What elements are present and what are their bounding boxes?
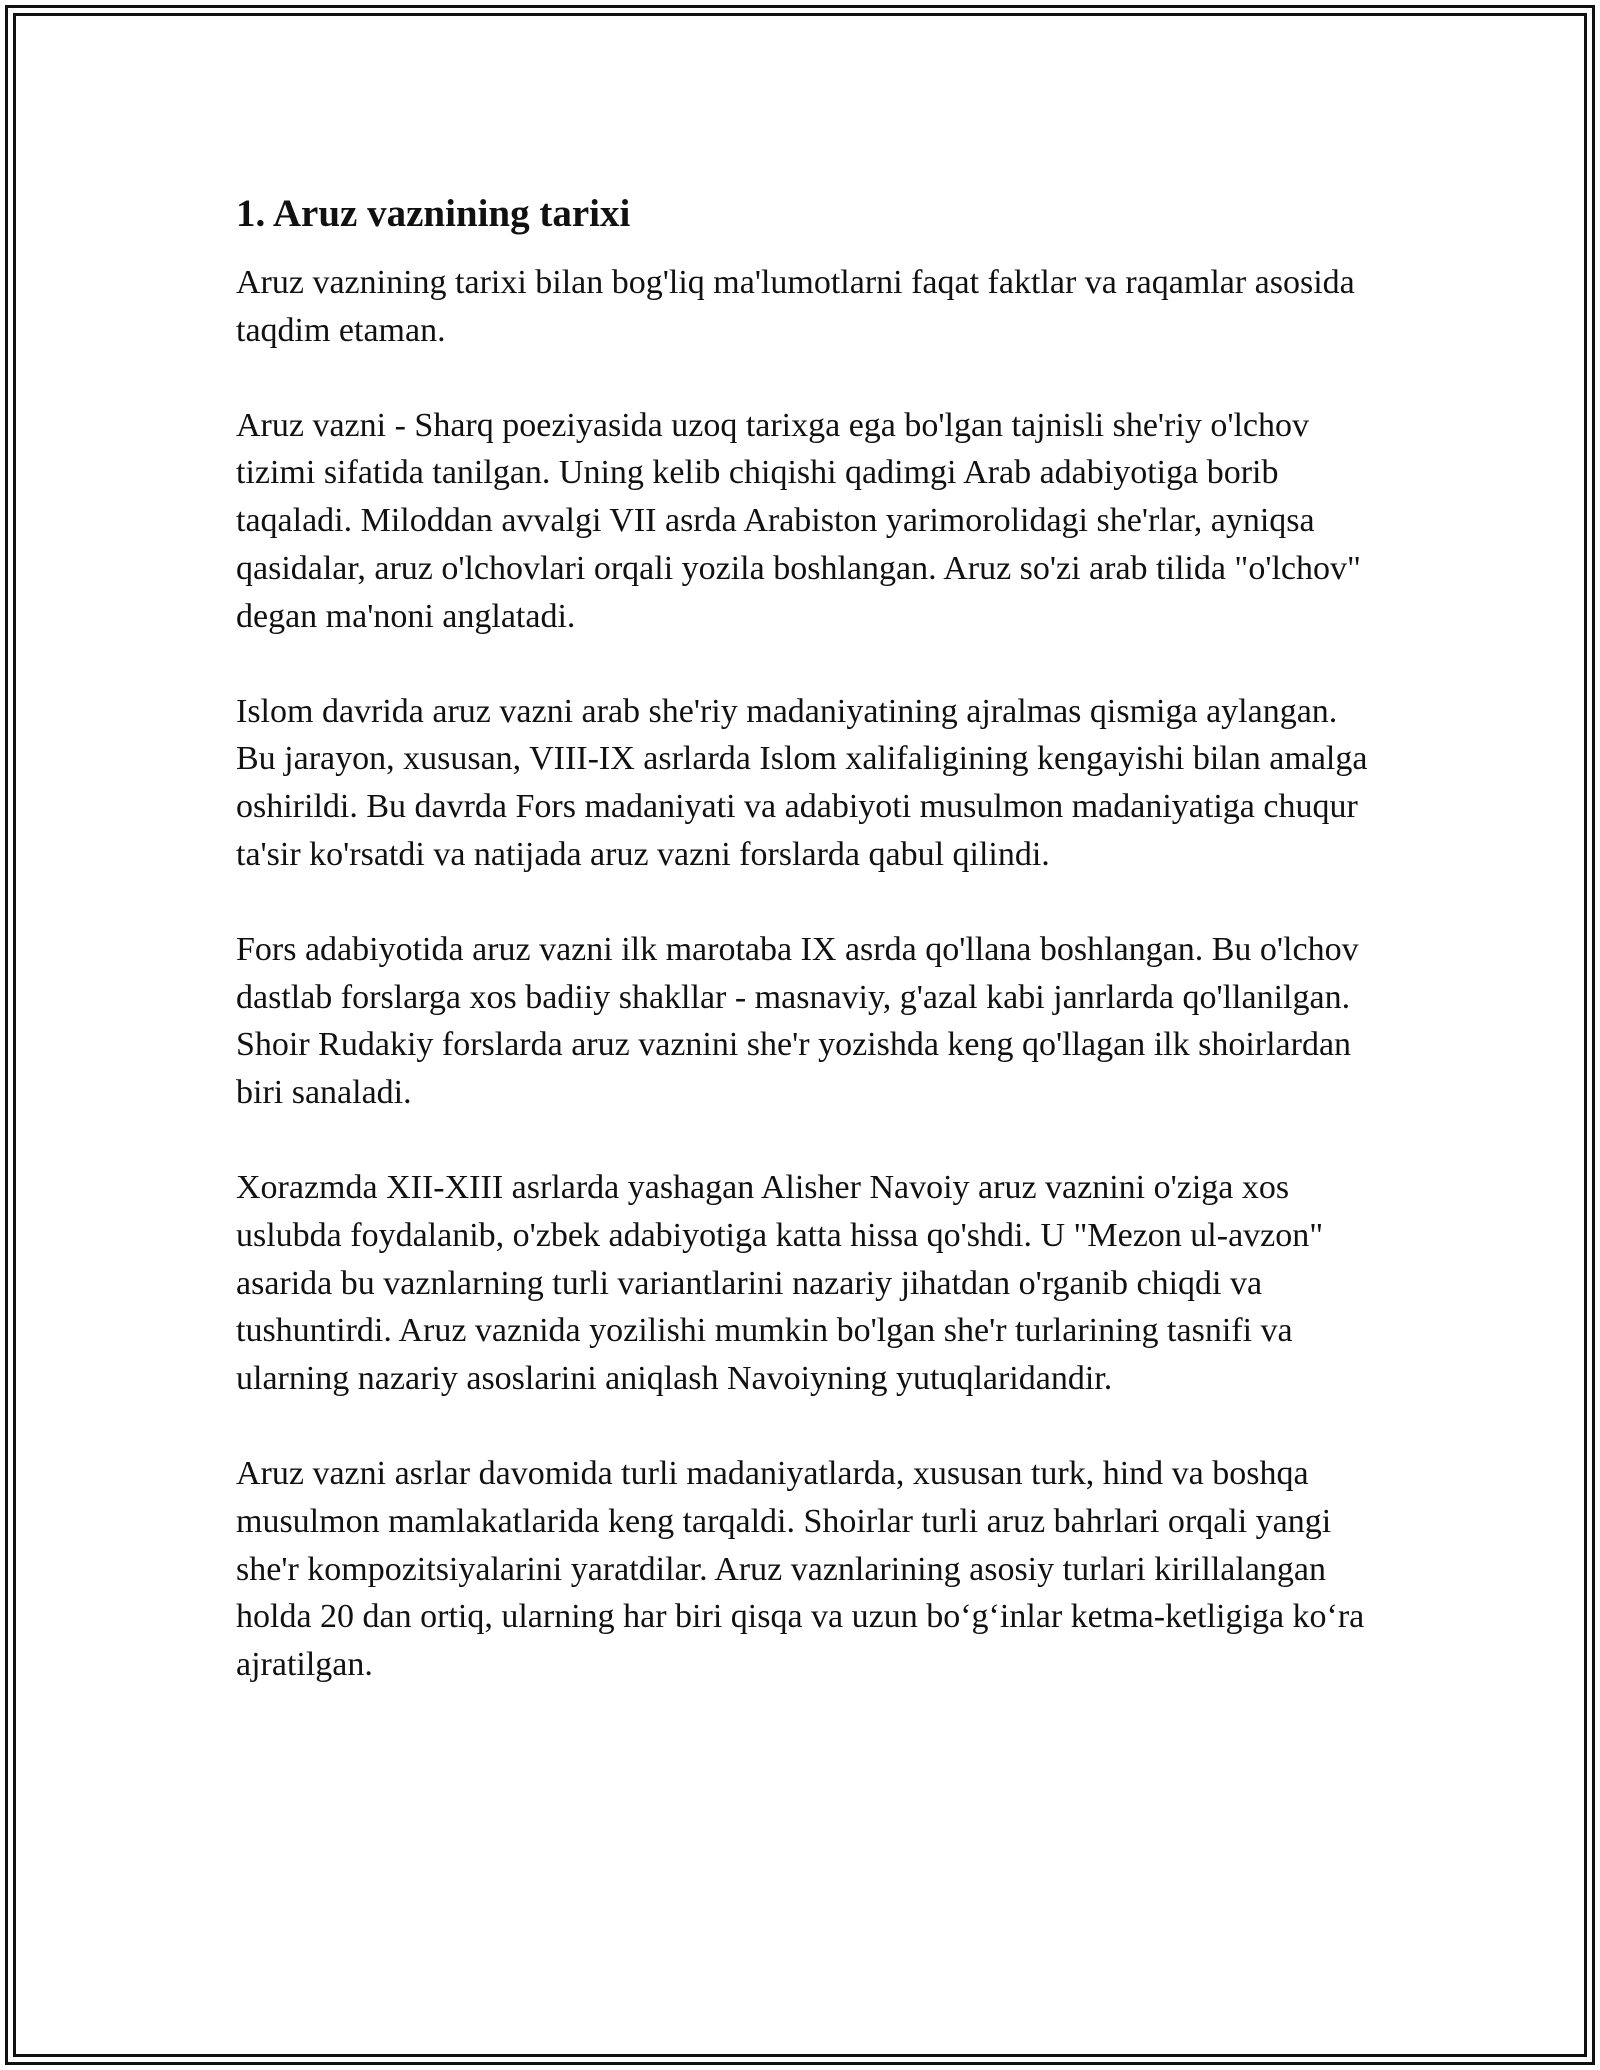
paragraph-islamic-period: Islom davrida aruz vazni arab she'riy madaniyatining ajralmas qismiga aylangan. Bu jarayon, xususan, VIII-IX asrlarda Islom xalifaligining kengayishi bilan amalga oshirildi. Bu davrda Fors madaniyati va adabiyoti musulmon madaniyatiga chuqur ta'sir ko'rsatdi va natijada aruz vazni forslarda qabul qilindi. xyxy=(236,692,1368,873)
document-body xyxy=(236,188,1376,1689)
paragraph-persian-literature: Fors adabiyotida aruz vazni ilk marotaba IX asrda qo'llana boshlangan. Bu o'lchov dastlab forslarga xos badiiy shakllar - masnaviy, g'azal kabi janrlarda qo'llanilgan. Shoir Rudakiy forslarda aruz vaznini she'r yozishda keng qo'llagan ilk shoirlardan biri sanaladi. xyxy=(236,930,1359,1112)
paragraph-intro: Aruz vaznining tarixi bilan bog'liq ma'lumotlarni faqat faktlar va raqamlar asosida taqdim etaman. xyxy=(236,264,1355,349)
paragraph-spread: Aruz vazni asrlar davomida turli madaniyatlarda, xususan turk, hind va boshqa musulmon mamlakatlarida keng tarqaldi. Shoirlar turli aruz bahrlari orqali yangi she'r kompozitsiyalarini yaratdilar. Aruz vaznlarining asosiy turlari kirillalangan holda 20 dan ortiq, ularning har biri qisqa va uzun bo‘g‘inlar ketma-ketligiga ko‘ra ajratilgan. xyxy=(236,1454,1365,1684)
paragraph-navoiy: Xorazmda XII-XIII asrlarda yashagan Alisher Navoiy aruz vaznini o'ziga xos uslubda foydalanib, o'zbek adabiyotiga katta hissa qo'shdi. U "Mezon ul-avzon" asarida bu vaznlarning turli variantlarini nazariy jihatdan o'rganib chiqdi va tushuntirdi. Aruz vaznida yozilishi mumkin bo'lgan she'r turlarining tasnifi va ularning nazariy asoslarini aniqlash Navoiyning yutuqlaridandir. xyxy=(236,1168,1324,1398)
paragraph-origin: Aruz vazni - Sharq poeziyasida uzoq tarixga ega bo'lgan tajnisli she'riy o'lchov tizimi sifatida tanilgan. Uning kelib chiqishi qadimgi Arab adabiyotiga borib taqaladi. Miloddan avvalgi VII asrda Arabiston yarimorolidagi she'rlar, ayniqsa qasidalar, aruz o'lchovlari orqali yozila boshlangan. Aruz so'zi arab tilida "o'lchov" degan ma'noni anglatadi. xyxy=(236,406,1361,635)
section-heading: 1. Aruz vaznining tarixi xyxy=(236,192,631,235)
